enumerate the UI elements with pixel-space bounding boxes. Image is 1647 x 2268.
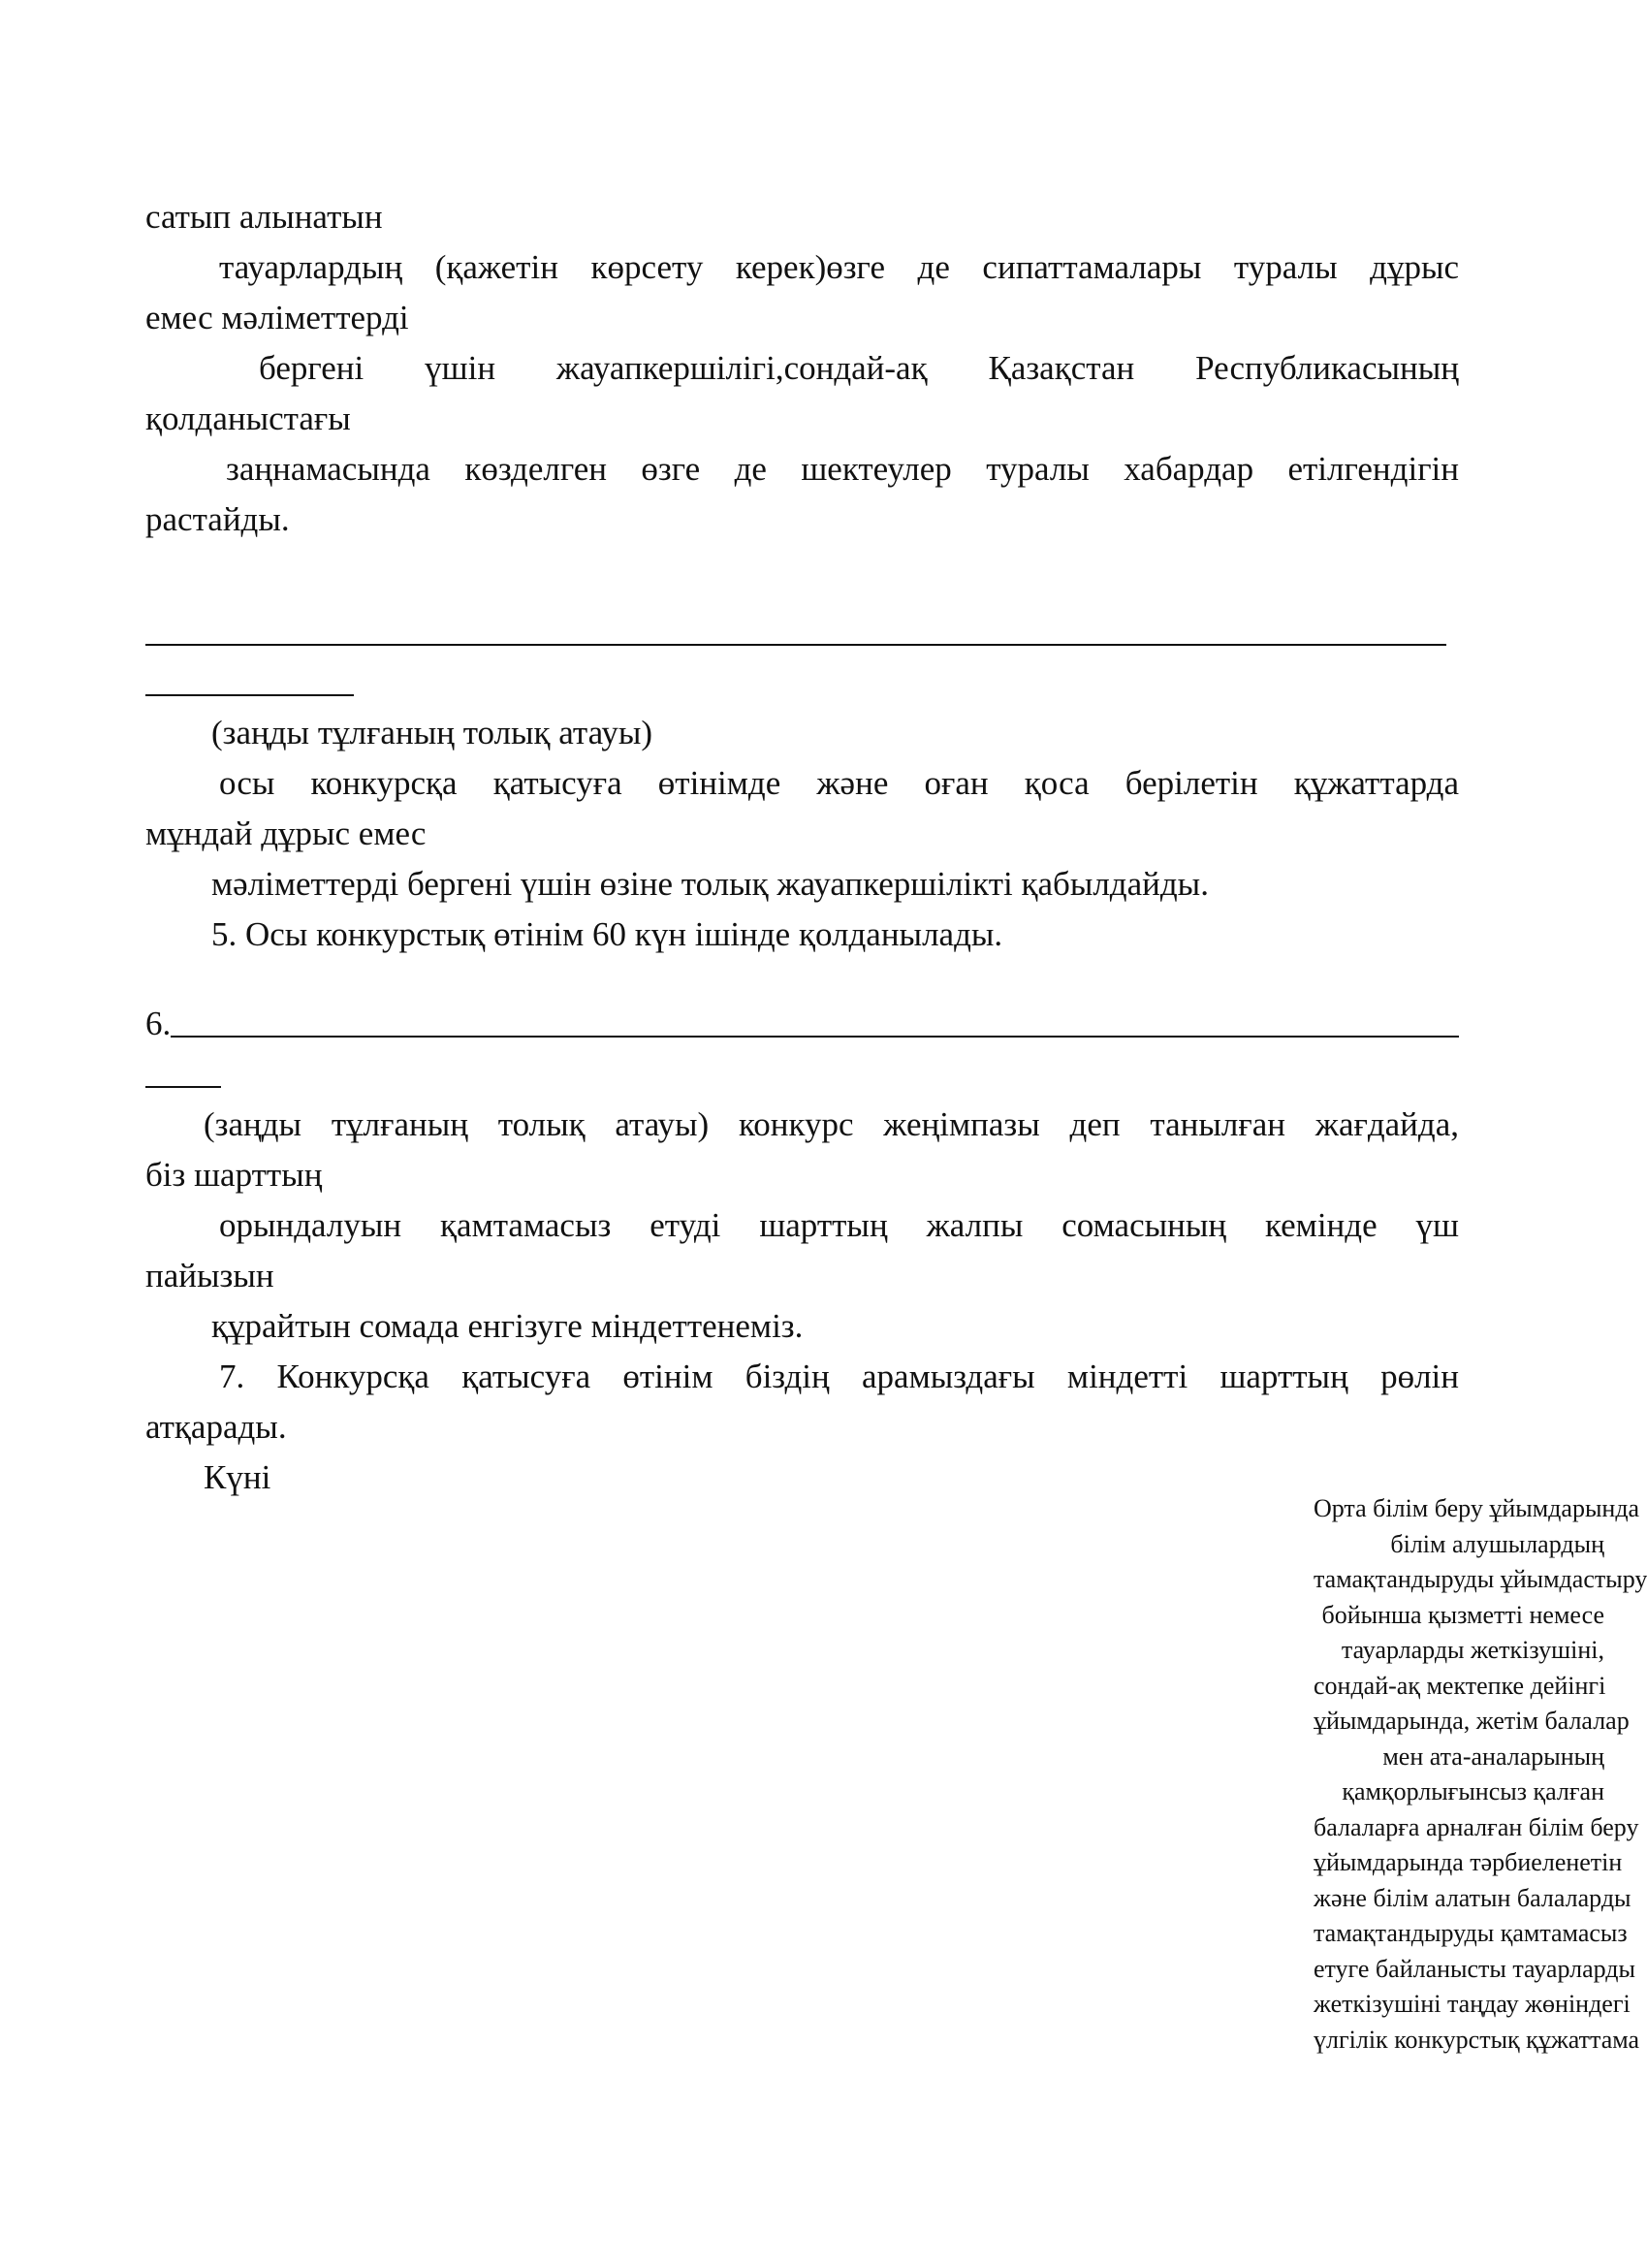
paragraph-line: сатып алынатын [145, 198, 383, 236]
note-line: тамақтандыруды ұйымдастыру [1314, 1565, 1647, 1593]
underline-long [145, 644, 1446, 646]
paragraph-line: 7. Конкурсқа қатысуға өтінім біздің арамыздағы міндетті шарттың рөлін [219, 1358, 1459, 1395]
note-line: ұйымдарында, жетім балалар [1314, 1707, 1630, 1735]
note-line: қамқорлығынсыз қалған [1342, 1777, 1604, 1805]
spacer [145, 545, 1459, 607]
paragraph-line: (заңды тұлғаның толық атауы) конкурс жеңімпазы деп танылған жағдайда, [204, 1105, 1459, 1143]
paragraph-line: орындалуын қамтамасыз етуді шарттың жалпы сомасының кемінде үш [219, 1206, 1459, 1244]
note-line: тамақтандыруды қамтамасыз [1314, 1919, 1628, 1947]
note-line: Орта білім беру ұйымдарында [1314, 1494, 1640, 1522]
note-line: етуге байланысты тауарларды [1314, 1954, 1635, 1983]
paragraph-line: емес мәліметтерді [145, 299, 409, 336]
paragraph-line: тауарлардың (қажетін көрсету керек)өзге де сипаттамалары туралы дұрыс [219, 248, 1459, 286]
paragraph-line: біз шарттың [145, 1156, 323, 1194]
appendix-reference-note [1314, 1491, 1647, 2058]
underline-short [145, 1086, 221, 1088]
paragraph-line: бергені үшін жауапкершілігі,сондай-ақ Қазақстан Республикасының [259, 349, 1459, 387]
paragraph-line: құрайтын сомада енгізуге міндеттенеміз. [211, 1307, 804, 1345]
blank-fill-line [145, 607, 1459, 657]
note-line: ұйымдарында тәрбиеленетін [1314, 1848, 1623, 1876]
paragraph-line: 5. Осы конкурстық өтінім 60 күн ішінде қолданылады. [211, 915, 1003, 953]
note-line: сондай-ақ мектепке дейінгі [1314, 1671, 1606, 1700]
blank-fill-line [145, 1049, 1459, 1100]
blank-fill-line [145, 657, 1459, 708]
paragraph-line: қолданыстағы [145, 399, 351, 437]
paragraph-line: растайды. [145, 500, 290, 538]
paragraph-line: (заңды тұлғаның толық атауы) [211, 714, 653, 751]
note-line: және білім алатын балаларды [1314, 1883, 1631, 1912]
note-line: бойынша қызметті немесе [1321, 1600, 1604, 1629]
note-line: мен ата-аналарының [1382, 1741, 1604, 1771]
spacer [145, 960, 1459, 999]
note-line: жеткізушіні таңдау жөніндегі [1314, 1990, 1631, 2018]
date-label: Күні [204, 1458, 271, 1496]
numbered-blank-line [145, 999, 1459, 1049]
paragraph-line: заңнамасында көзделген өзге де шектеулер туралы хабардар етілгендігін [226, 450, 1459, 488]
paragraph-line: мәліметтерді бергені үшін өзіне толық жауапкершілікті қабылдайды. [211, 865, 1209, 903]
underline-long [171, 1036, 1459, 1038]
underline-short [145, 694, 354, 696]
note-line: тауарларды жеткізушіні, [1341, 1636, 1604, 1664]
note-line: үлгілік конкурстық құжаттама [1314, 2025, 1640, 2054]
item-number: 6. [145, 1005, 172, 1042]
paragraph-line: пайызын [145, 1257, 274, 1294]
paragraph-line: мұндай дұрыс емес [145, 815, 427, 852]
paragraph-line: атқарады. [145, 1408, 287, 1446]
note-line: білім алушылардың [1390, 1529, 1604, 1558]
document-body [145, 192, 1459, 1503]
note-line: балаларға арналған білім беру [1314, 1812, 1639, 1841]
paragraph-line: осы конкурсқа қатысуға өтінімде және оған қоса берілетін құжаттарда [219, 764, 1459, 802]
